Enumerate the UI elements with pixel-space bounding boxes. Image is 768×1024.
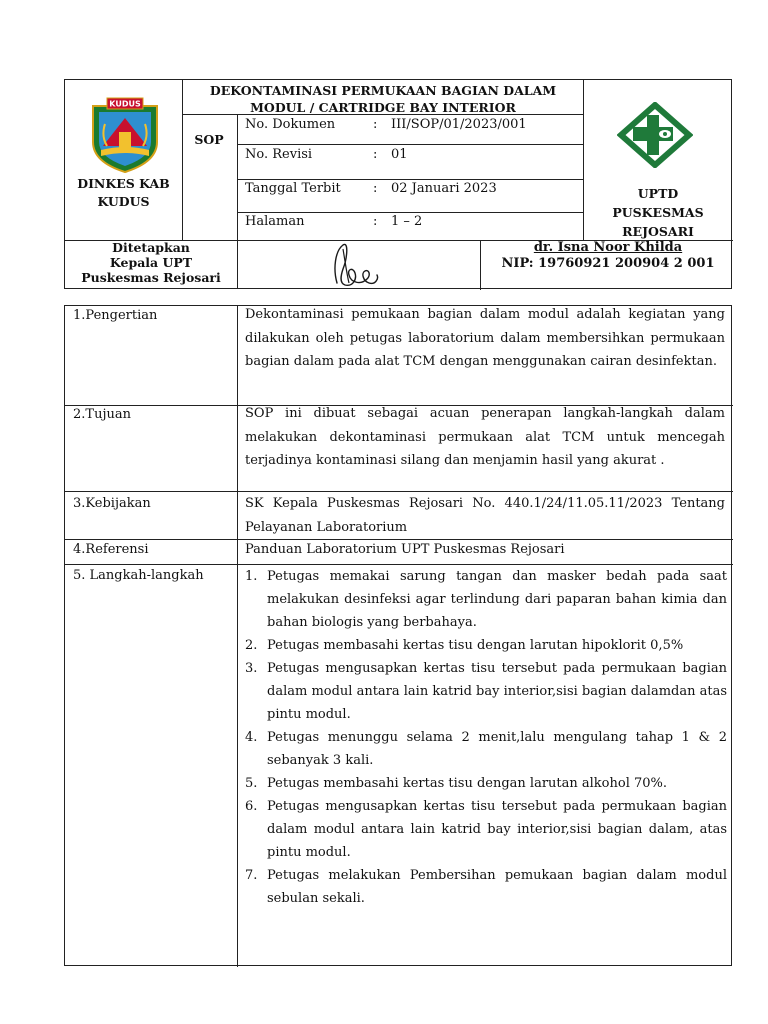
org-name-right: UPTD PUSKESMAS REJOSARI [612,186,704,239]
meta-value: 02 Januari 2023 [391,181,497,196]
step-text: Petugas mengusapkan kertas tisu tersebut pada permukaan bagian dalam modul antara lain katrid bay interior,sisi bagian dalamdan atas pintu modul. [267,661,728,722]
step-number: 5. [245,776,258,791]
step-item [245,657,727,726]
signer-nip: NIP: 19760921 200904 2 001 [501,256,715,271]
meta-value: 01 [391,147,408,162]
meta-value: 1 – 2 [391,214,423,229]
org-name-left: DINKES KAB KUDUS [77,176,170,209]
section-label-referensi: 4.Referensi [73,542,149,557]
meta-label: No. Revisi [245,147,313,162]
step-text: Petugas menunggu selama 2 menit,lalu mengulang tahap 1 & 2 sebanyak 3 kali. [267,730,727,768]
step-number: 2. [245,638,258,653]
document-title: DEKONTAMINASI PERMUKAAN BAGIAN DALAM MODUL / CARTRIDGE BAY INTERIOR [209,83,557,115]
step-item [245,726,727,772]
step-number: 3. [245,661,258,676]
meta-colon: : [373,147,378,162]
section-text-pengertian: Dekontaminasi pemukaan bagian dalam modul adalah kegiatan yang dilakukan oleh petugas laboratorium dalam membersihkan permukaan bagian dalam pada alat TCM dengan menggunakan cairan desinfektan. [245,307,725,369]
step-number: 1. [245,569,258,584]
sop-content-table [64,305,732,966]
section-text-tujuan: SOP ini dibuat sebagai acuan penerapan langkah-langkah dalam melakukan dekontaminasi permukaan alat TCM untuk mencegah terjadinya kontaminasi silang dan menjamin hasil yang akurat . [245,406,725,468]
step-text: Petugas melakukan Pembersihan pemukaan bagian dalam modul sebulan sekali. [267,868,727,906]
meta-colon: : [373,181,378,196]
meta-value: III/SOP/01/2023/001 [391,117,527,132]
section-label-langkah: 5. Langkah-langkah [73,568,204,583]
meta-label: No. Dokumen [245,117,336,132]
sop-label: SOP [194,132,224,147]
step-number: 4. [245,730,258,745]
puskesmas-logo [617,102,693,168]
header-divider [237,212,583,213]
kudus-regency-logo [85,96,165,174]
meta-label: Tanggal Terbit [245,181,341,196]
header-divider [480,240,481,290]
step-text: Petugas membasahi kertas tisu dengan larutan hipoklorit 0,5% [267,638,684,653]
step-number: 7. [245,868,258,883]
header-divider [237,114,238,289]
step-text: Petugas mengusapkan kertas tisu tersebut pada permukaan bagian dalam modul antara lain katrid bay interior,sisi bagian dalam, atas pintu modul. [267,799,727,860]
step-item [245,565,727,634]
meta-label: Halaman [245,214,305,229]
sop-header-table [64,79,732,289]
step-item [245,864,727,910]
section-label-tujuan: 2.Tujuan [73,407,131,422]
handwritten-signature [323,239,387,289]
header-divider [237,179,583,180]
section-text-referensi: Panduan Laboratorium UPT Puskesmas Rejosari [245,542,565,557]
step-number: 6. [245,799,258,814]
section-label-kebijakan: 3.Kebijakan [73,496,151,511]
step-item [245,795,727,864]
step-text: Petugas membasahi kertas tisu dengan larutan alkohol 70%. [267,776,668,791]
step-item [245,634,727,657]
svg-text:KUDUS: KUDUS [109,99,141,109]
step-item [245,772,727,795]
signer-block [483,240,733,272]
approval-label: Ditetapkan Kepala UPT Puskesmas Rejosari [81,240,221,285]
step-text: Petugas memakai sarung tangan dan masker bedah pada saat melakukan desinfeksi agar terlindung dari paparan bahan kimia dan bahan biologis yang berbahaya. [267,569,727,630]
section-label-pengertian: 1.Pengertian [73,308,158,323]
meta-colon: : [373,214,378,229]
signer-name: dr. Isna Noor Khilda [533,240,683,255]
meta-colon: : [373,117,378,132]
header-divider [237,144,583,145]
steps-list [245,565,727,910]
section-text-kebijakan: SK Kepala Puskesmas Rejosari No. 440.1/24/11.05.11/2023 Tentang Pelayanan Laboratorium [245,496,725,535]
